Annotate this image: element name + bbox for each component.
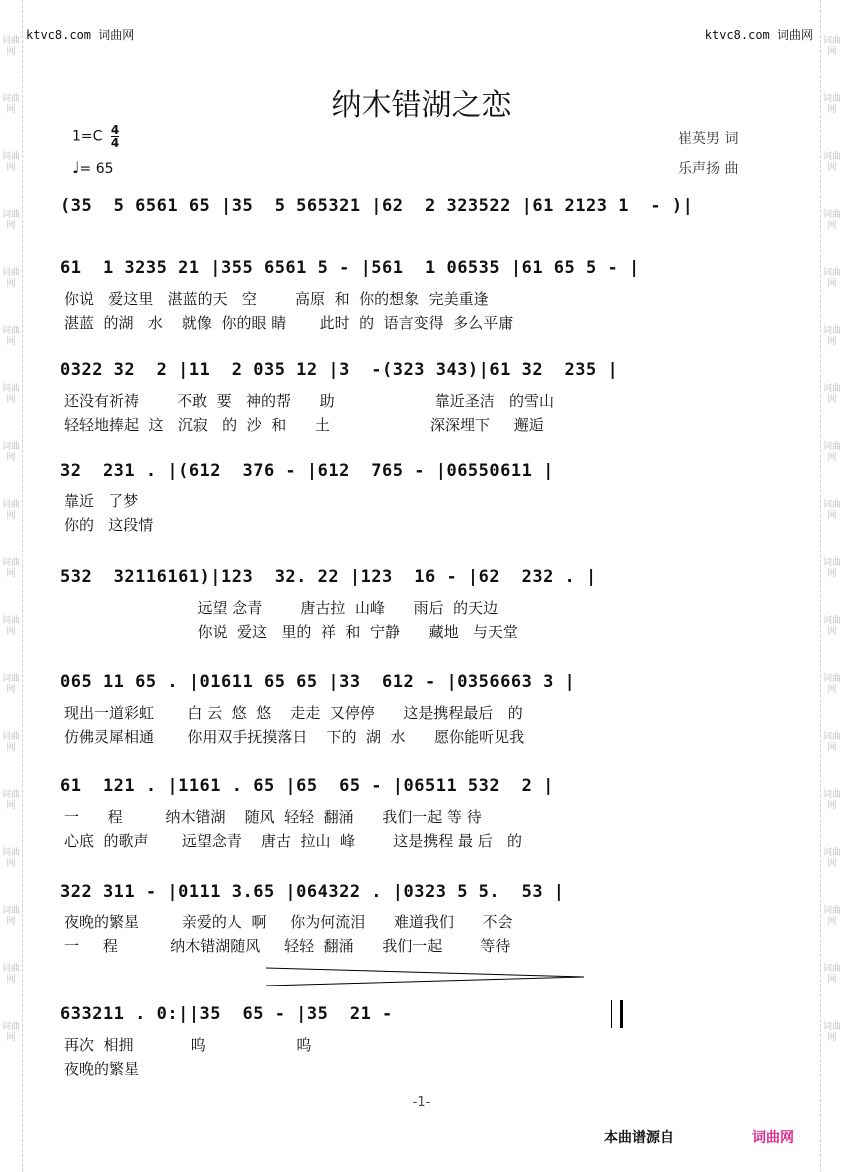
key-label: 1=C [72,128,103,145]
notation-line: 61 121 . |1161 . 65 |65 65 - |06511 532 2 | [60,776,554,796]
lyricist-credit: 崔英男 词 [678,131,739,147]
notation-line: 32 231 . |(612 376 - |612 765 - |06550611 | [60,461,554,481]
lyric-line: 夜晚的繁星 [64,1060,140,1078]
lyric-line: 心底 的歌声 远望念青 唐古 拉山 峰 这是携程 最 后 的 [64,832,523,850]
lyric-line: 一 程 纳木错湖 随风 轻轻 翻涌 我们一起 等 待 [64,808,482,826]
quarter-note-icon: ♩ [72,158,80,177]
decrescendo-hairpin-icon [266,966,586,986]
notation-line: 0322 32 2 |11 2 035 12 |3 -(323 343)|61 32 235 | [60,360,619,380]
tempo-marking: ♩= 65 [72,158,114,177]
notation-line: 065 11 65 . |01611 65 65 |33 612 - |0356663 3 | [60,672,576,692]
lyric-line: 一 程 纳木错湖随风 轻轻 翻涌 我们一起 等待 [64,937,511,955]
page-number: -1- [412,1095,431,1110]
lyric-line: 夜晚的繁星 亲爱的人 啊 你为何流泪 难道我们 不会 [64,913,513,931]
lyric-line: 远望 念青 唐古拉 山峰 雨后 的天边 [64,599,499,617]
right-watermark-strip: 词曲网 词曲网 词曲网 词曲网 词曲网 词曲网 词曲网 词曲网 词曲网 词曲网 词曲网 词曲网 词曲网 词曲网 词曲网 词曲网 词曲网 词曲网 [820,0,843,1172]
key-signature [72,124,119,149]
notation-line: 61 1 3235 21 |355 6561 5 - |561 1 06535 |61 65 5 - | [60,258,640,278]
lyric-line: 再次 相拥 呜 呜 [64,1036,312,1054]
lyric-line: 湛蓝 的湖 水 就像 你的眼 睛 此时 的 语言变得 多么平庸 [64,314,514,332]
lyric-line: 仿佛灵犀相通 你用双手抚摸落日 下的 湖 水 愿你能听见我 [64,728,525,746]
song-title: 纳木错湖之恋 [331,88,512,123]
source-label: 本曲谱源自 [604,1130,674,1146]
site-url-left: ktvc8.com 词曲网 [26,28,135,42]
time-signature: $\frac{4}{4}$ [110,123,120,150]
notation-line: (35 5 6561 65 |35 5 565321 |62 2 323522 |61 2123 1 - )| [60,196,694,216]
source-brand-link[interactable]: 词曲网 [752,1130,794,1146]
lyric-line: 还没有祈祷 不敢 要 神的帮 助 靠近圣洁 的雪山 [64,392,555,410]
final-barline [611,1000,623,1028]
composer-credit: 乐声扬 曲 [678,161,739,177]
lyric-line: 你的 这段情 [64,516,154,534]
lyric-line: 你说 爱这 里的 祥 和 宁静 藏地 与天堂 [64,623,518,641]
notation-line: 532 32116161)|123 32. 22 |123 16 - |62 232 . | [60,567,597,587]
lyric-line: 现出一道彩虹 白 云 悠 悠 走走 又停停 这是携程最后 的 [64,704,523,722]
notation-line: 633211 . 0:||35 65 - |35 21 - [60,1004,404,1024]
lyric-line: 你说 爱这里 湛蓝的天 空 高原 和 你的想象 完美重逢 [64,290,489,308]
left-watermark-strip: 词曲网 词曲网 词曲网 词曲网 词曲网 词曲网 词曲网 词曲网 词曲网 词曲网 词曲网 词曲网 词曲网 词曲网 词曲网 词曲网 词曲网 词曲网 [0,0,23,1172]
lyric-line: 靠近 了梦 [64,492,139,510]
lyric-line: 轻轻地捧起 这 沉寂 的 沙 和 土 深深埋下 邂逅 [64,416,544,434]
notation-line: 322 311 - |0111 3.65 |064322 . |0323 5 5. 53 | [60,882,565,902]
site-url-right: ktvc8.com 词曲网 [704,28,813,42]
